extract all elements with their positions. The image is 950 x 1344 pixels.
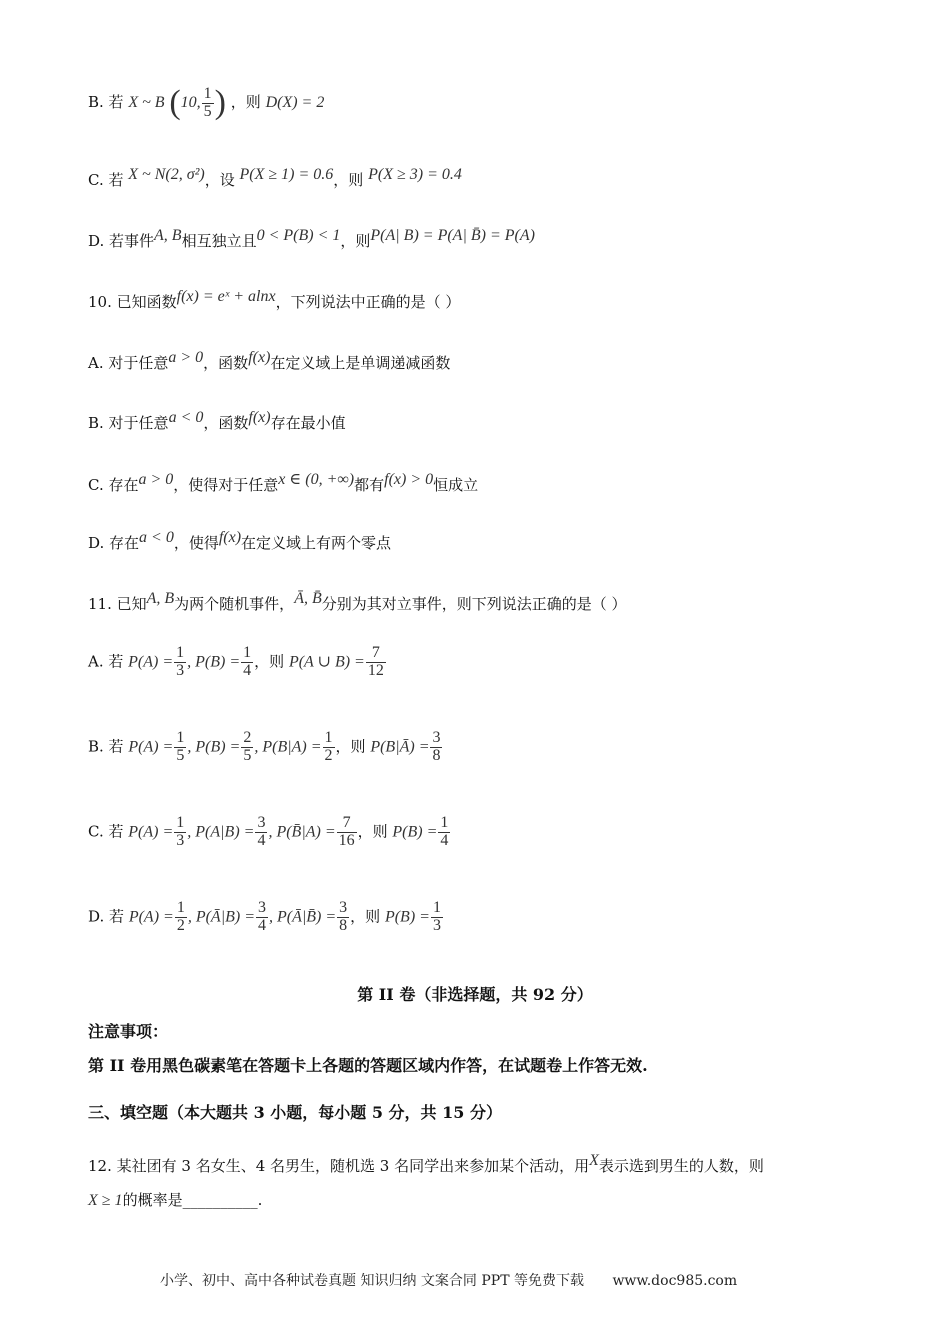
q10-option-c — [88, 469, 478, 495]
q10-b-fx: f(x) — [248, 409, 271, 426]
q10-stem-prefix: 10. 已知函数 — [88, 293, 177, 311]
q11-a-frac1 — [174, 645, 186, 680]
q11-c-frac2 — [255, 815, 267, 850]
q10-a-mid: ，函数 — [203, 354, 249, 372]
q11-d-frac3 — [337, 900, 349, 935]
q9-option-c — [88, 166, 462, 190]
q11-d-p2: , P(Ā|B) = — [187, 908, 255, 926]
q11-b-prefix: B. 若 — [88, 737, 124, 756]
q9-d-math2: 0 < P(B) < 1 — [256, 227, 341, 244]
q11-b-p1: P(A) = — [128, 738, 174, 756]
q11-b-p4: P(B|Ā) = — [370, 738, 430, 756]
q11-stem-prefix: 11. 已知 — [88, 595, 147, 613]
q11-d-frac1-num: 1 — [176, 899, 185, 916]
q10-option-b — [88, 409, 346, 433]
q9-d-math1: A, B — [154, 227, 182, 244]
q10-c-math3: f(x) > 0 — [384, 471, 434, 488]
notice-heading: 注意事项： — [88, 1022, 169, 1041]
q10-c-math2: x ∈ (0, +∞) — [278, 471, 355, 488]
q11-c-frac4-num: 1 — [440, 814, 449, 831]
q10-option-d — [88, 529, 391, 553]
q11-d-frac4-den: 3 — [432, 916, 441, 934]
q11-b-then: ，则 — [335, 737, 366, 756]
q10-stem-math: f(x) = eˣ + alnx — [176, 288, 276, 305]
q9-option-d — [88, 227, 535, 251]
q10-a-suffix: 在定义域上是单调递减函数 — [270, 354, 451, 372]
q11-d-frac3-den: 8 — [339, 916, 348, 934]
q11-c-frac2-num: 3 — [257, 814, 266, 831]
q11-c-p4: P(B) = — [392, 823, 438, 841]
q11-c-p3: , P(B̄|A) = — [268, 823, 336, 841]
q10-c-mid: ，使得对于任意 — [173, 476, 279, 494]
q10-d-math: a < 0 — [139, 529, 174, 546]
page-footer — [160, 1270, 737, 1290]
q9-b-ten: 10, — [180, 94, 201, 111]
q11-stem — [88, 590, 627, 614]
q11-option-a — [88, 645, 387, 680]
q11-c-frac4 — [438, 815, 450, 850]
q11-c-p1: P(A) = — [128, 823, 174, 841]
q11-a-frac3-num: 7 — [366, 645, 386, 663]
q11-d-frac4-num: 1 — [432, 899, 441, 916]
q11-c-then: ，则 — [357, 822, 388, 841]
q10-a-fx: f(x) — [248, 349, 271, 366]
q11-c-frac2-den: 4 — [257, 831, 266, 849]
q10-c-mid2: 都有 — [354, 476, 385, 494]
q9-option-b — [88, 84, 324, 122]
q9-d-math3: P(A| B) = P(A| B̄) = P(A) — [370, 227, 535, 244]
q10-b-math: a < 0 — [168, 409, 204, 426]
q11-d-frac2 — [256, 900, 268, 935]
q9-b-math2: D(X) = 2 — [265, 94, 325, 111]
q11-a-p1: P(A) = — [128, 653, 174, 671]
q9-b-paren-open: ( — [169, 84, 181, 121]
q12-line1 — [88, 1152, 764, 1176]
q11-b-frac4 — [430, 730, 442, 765]
q11-d-p4: P(B) = — [384, 908, 430, 926]
q9-b-prefix: B. 若 — [88, 93, 124, 111]
q9-c-prefix: C. 若 — [88, 171, 124, 189]
q11-d-prefix: D. 若 — [88, 907, 125, 926]
q11-d-frac3-num: 3 — [339, 899, 348, 916]
q12-line1-suffix: 表示选到男生的人数，则 — [598, 1157, 764, 1175]
q10-b-mid: ，函数 — [203, 414, 249, 432]
footer-link[interactable]: www.doc985.com — [612, 1273, 738, 1289]
q11-d-then: ，则 — [350, 907, 381, 926]
q10-d-prefix: D. 存在 — [88, 534, 140, 552]
q11-option-b — [88, 730, 443, 765]
q9-b-paren-close: ) — [214, 84, 226, 121]
q11-c-frac3-den: 16 — [338, 831, 355, 849]
q11-c-frac3-num: 7 — [337, 815, 357, 833]
q9-b-den: 5 — [203, 102, 212, 120]
footer-text: 小学、初中、高中各种试卷真题 知识归纳 文案合同 PPT 等免费下载 — [160, 1273, 584, 1289]
q11-d-frac4 — [431, 900, 443, 935]
q11-c-frac1-num: 1 — [176, 814, 185, 831]
q11-option-c — [88, 815, 451, 850]
q11-a-prefix: A. 若 — [88, 652, 124, 671]
fill-in-heading: 三、填空题（本大题共 3 小题，每小题 5 分，共 15 分） — [88, 1103, 502, 1122]
q9-c-math1: X ~ N(2, σ²) — [128, 166, 205, 183]
q10-b-prefix: B. 对于任意 — [88, 414, 169, 432]
q11-a-frac2 — [241, 645, 253, 680]
notice-text: 第 II 卷用黑色碳素笔在答题卡上各题的答题区域内作答，在试题卷上作答无效. — [88, 1056, 648, 1075]
q11-c-prefix: C. 若 — [88, 822, 124, 841]
q11-b-p2: , P(B) = — [187, 738, 241, 756]
q11-stem-math1: A, B — [146, 590, 175, 607]
q11-stem-math2: Ā, B̄ — [294, 590, 322, 607]
q11-c-frac1 — [174, 815, 186, 850]
q11-d-frac1-den: 2 — [176, 916, 185, 934]
q11-a-frac2-den: 4 — [243, 661, 252, 679]
q11-b-frac1 — [174, 730, 186, 765]
q12-line2 — [88, 1189, 262, 1210]
q11-stem-mid: 为两个随机事件， — [174, 595, 295, 613]
q9-b-num: 1 — [203, 84, 212, 102]
q11-d-frac2-den: 4 — [257, 916, 266, 934]
q11-d-frac1 — [175, 900, 187, 935]
q9-b-math1: X ~ B — [128, 94, 165, 111]
q9-c-then: ，则 — [333, 171, 364, 189]
q9-c-math3: P(X ≥ 3) = 0.4 — [368, 166, 462, 183]
q11-option-d — [88, 900, 444, 935]
q11-d-p1: P(A) = — [128, 908, 174, 926]
q10-c-math: a > 0 — [138, 471, 174, 488]
q11-b-frac3 — [323, 730, 335, 765]
q12-line1-prefix: 12. 某社团有 3 名女生、4 名男生，随机选 3 名同学出来参加某个活动，用 — [88, 1157, 590, 1175]
q11-b-frac3-num: 1 — [324, 729, 333, 746]
q10-a-math: a > 0 — [168, 349, 204, 366]
q11-a-p2: , P(B) = — [187, 653, 241, 671]
q11-c-frac3 — [337, 815, 357, 850]
q11-a-frac1-den: 3 — [176, 661, 185, 679]
q11-c-frac4-den: 4 — [440, 831, 449, 849]
q12-line2-suffix: 的概率是__________. — [122, 1191, 263, 1209]
q9-d-mid: 相互独立且 — [181, 232, 257, 250]
q9-d-then: ，则 — [340, 232, 371, 250]
q11-a-frac2-num: 1 — [243, 644, 252, 661]
q11-b-frac4-num: 3 — [432, 729, 441, 746]
q11-c-p2: , P(A|B) = — [187, 823, 255, 841]
q11-stem-suffix: 分别为其对立事件，则下列说法正确的是（ ） — [321, 595, 627, 613]
q11-b-frac4-den: 8 — [432, 746, 441, 764]
q11-c-frac1-den: 3 — [176, 831, 185, 849]
q11-a-then: ，则 — [254, 652, 285, 671]
q9-c-set: ，设 — [204, 171, 235, 189]
q11-d-frac2-num: 3 — [257, 899, 266, 916]
section-title: 第 II 卷（非选择题，共 92 分） — [357, 985, 593, 1004]
q11-a-frac3 — [366, 645, 386, 680]
q9-b-fraction — [202, 86, 214, 121]
q11-d-p3: , P(Ā|B̄) = — [268, 908, 337, 926]
q10-stem-suffix: ，下列说法中正确的是（ ） — [275, 293, 461, 311]
q12-line1-math: X — [589, 1152, 599, 1169]
q11-a-frac1-num: 1 — [176, 644, 185, 661]
q11-b-frac2-den: 5 — [243, 746, 252, 764]
q12-line2-math: X ≥ 1 — [88, 1192, 123, 1209]
q11-b-frac1-num: 1 — [176, 729, 185, 746]
q10-option-a — [88, 349, 450, 373]
q10-c-suffix: 恒成立 — [433, 476, 479, 494]
q10-d-mid: ，使得 — [173, 534, 219, 552]
q11-b-p3: , P(B|A) = — [254, 738, 322, 756]
q10-a-prefix: A. 对于任意 — [88, 354, 169, 372]
q11-b-frac1-den: 5 — [176, 746, 185, 764]
q10-d-fx: f(x) — [218, 529, 242, 546]
q9-b-then: ，则 — [230, 93, 261, 111]
q9-c-math2: P(X ≥ 1) = 0.6 — [239, 166, 334, 183]
q10-c-prefix: C. 存在 — [88, 476, 139, 494]
q11-b-frac2-num: 2 — [243, 729, 252, 746]
q11-a-frac3-den: 12 — [367, 661, 384, 679]
q10-b-suffix: 存在最小值 — [270, 414, 346, 432]
q11-b-frac3-den: 2 — [324, 746, 333, 764]
q10-stem — [88, 288, 460, 312]
q9-d-prefix: D. 若事件 — [88, 232, 155, 250]
q11-b-frac2 — [241, 730, 253, 765]
q11-a-p3: P(A ∪ B) = — [288, 653, 365, 671]
q10-d-suffix: 在定义域上有两个零点 — [241, 534, 392, 552]
